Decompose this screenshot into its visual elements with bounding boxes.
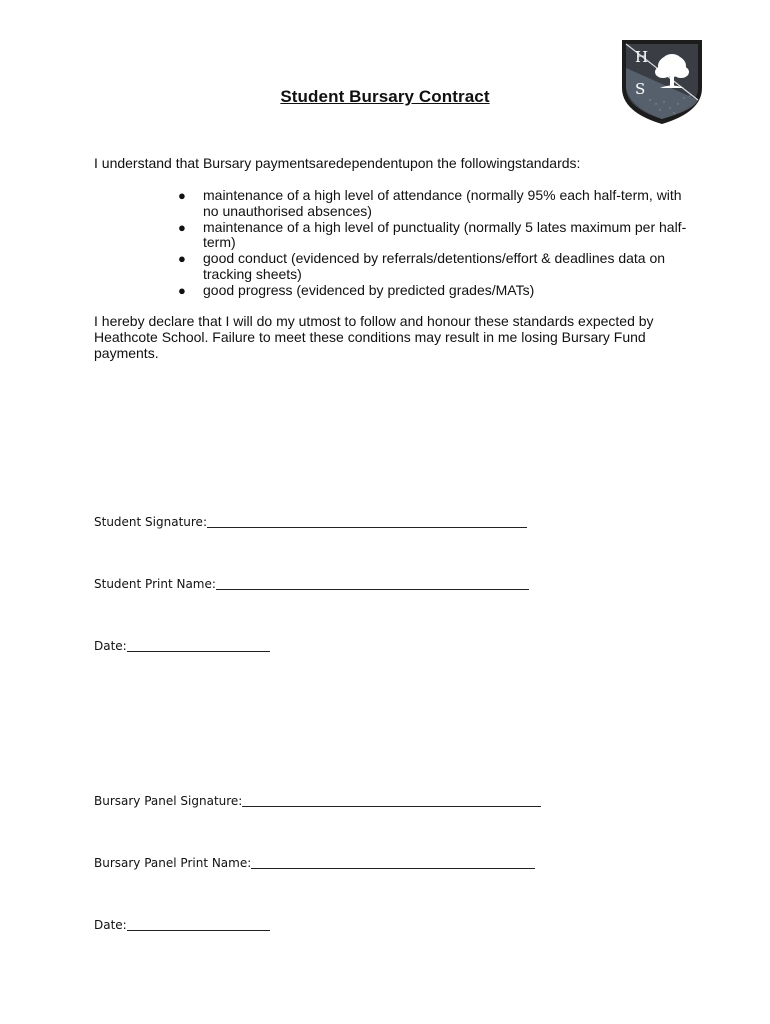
crest-letter-s: S xyxy=(635,80,646,98)
panel-signature-field xyxy=(94,794,541,808)
bullet-icon: ● xyxy=(178,282,186,298)
student-signature-field xyxy=(94,515,527,529)
student-print-name-label: Student Print Name: xyxy=(94,577,216,591)
student-date-label: Date: xyxy=(94,639,127,653)
bullet-icon: ● xyxy=(178,188,186,203)
list-item xyxy=(176,188,696,220)
document-title: Student Bursary Contract xyxy=(280,87,490,106)
panel-date-line[interactable] xyxy=(127,918,270,931)
school-crest-logo xyxy=(620,38,704,126)
crest-letter-h: H xyxy=(635,48,649,66)
intro-text: I understand that Bursary paymentsaredependentupon the followingstandards: xyxy=(94,155,581,171)
list-item xyxy=(176,220,696,252)
bullet-icon: ● xyxy=(178,219,186,235)
panel-signature-line[interactable] xyxy=(242,794,541,807)
standard-text: good conduct (evidenced by referrals/detentions/effort & deadlines data on tracking sheets) xyxy=(203,250,666,282)
bullet-icon: ● xyxy=(178,251,186,267)
panel-print-name-line[interactable] xyxy=(251,856,535,869)
panel-print-name-field xyxy=(94,856,535,870)
panel-signature-label: Bursary Panel Signature: xyxy=(94,794,243,808)
list-item xyxy=(176,251,696,283)
standard-text: maintenance of a high level of punctuality (normally 5 lates maximum per half-term) xyxy=(203,218,687,251)
standard-text: good progress (evidenced by predicted grades/MATs) xyxy=(203,281,535,298)
student-date-line[interactable] xyxy=(127,639,270,652)
standard-text: maintenance of a high level of attendance (normally 95% each half-term, with no unauthorised absences) xyxy=(203,187,682,219)
panel-print-name-label: Bursary Panel Print Name: xyxy=(94,856,252,870)
panel-date-label: Date: xyxy=(94,918,127,932)
student-print-name-line[interactable] xyxy=(216,577,529,590)
panel-date-field xyxy=(94,918,270,932)
standards-list xyxy=(176,188,696,299)
list-item xyxy=(176,283,696,299)
student-signature-line[interactable] xyxy=(207,515,527,528)
student-print-name-field xyxy=(94,577,529,591)
student-date-field xyxy=(94,639,270,653)
student-signature-label: Student Signature: xyxy=(94,515,207,529)
declaration-text: I hereby declare that I will do my utmost to follow and honour these standards expected by Heathcote School. Failure to meet these conditions may result in me losing Bursary Fund payments. xyxy=(94,313,654,361)
